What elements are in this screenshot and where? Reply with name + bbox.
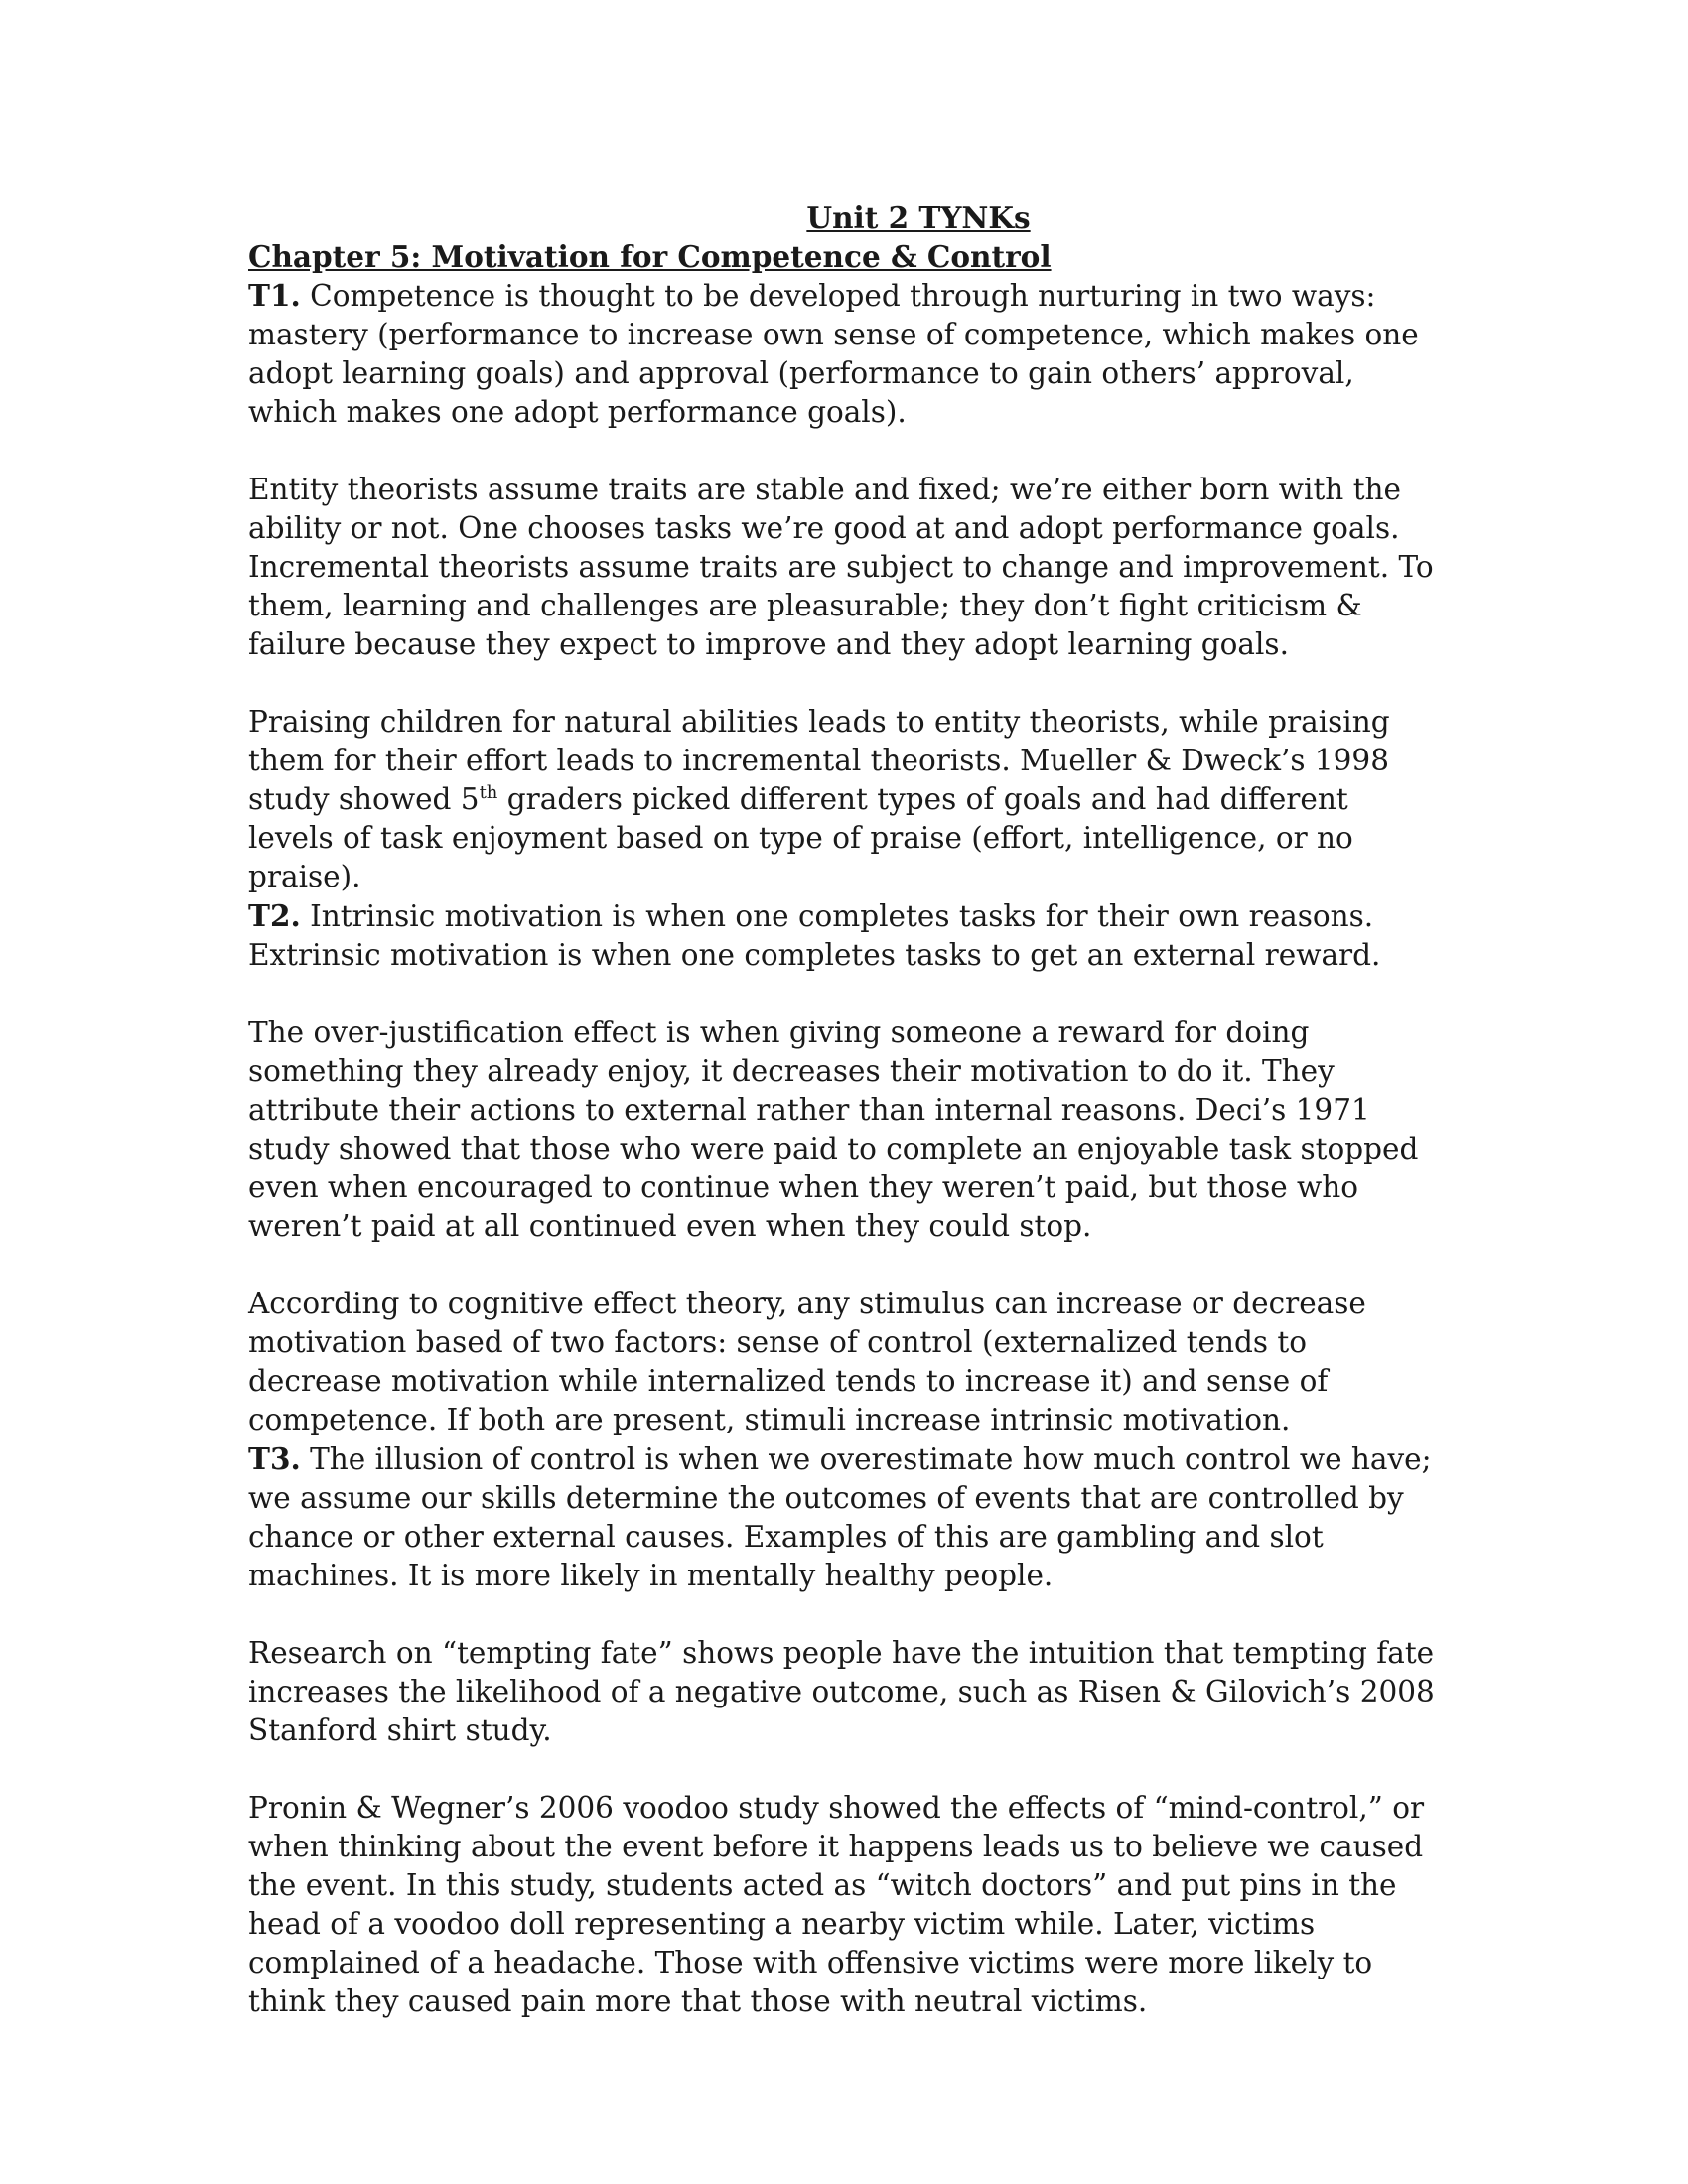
t3-paragraph-2: Research on “tempting fate” shows people have the intuition that tempting fate increases the likelihood of a negative outcome, such as Risen & Gilovich’s 2008 Stanford shirt study. <box>248 1636 1435 1747</box>
document-page <box>248 199 1440 2021</box>
page-title: Unit 2 TYNKs <box>806 201 1031 235</box>
t2-text-1: Intrinsic motivation is when one completes tasks for their own reasons. Extrinsic motivation is when one completes tasks to get an external reward. <box>248 899 1381 972</box>
t1-paragraph-2: Entity theorists assume traits are stable and fixed; we’re either born with the ability or not. One chooses tasks we’re good at and adopt performance goals. Incremental theorists assume traits are subject to change and improvement. To them, learning and challenges are pleasurable; they don’t fight criticism & failure because they expect to improve and they adopt learning goals. <box>248 473 1434 661</box>
chapter-heading: Chapter 5: Motivation for Competence & Control <box>248 239 1052 274</box>
t1-paragraph-3 <box>248 703 1440 896</box>
t1-text-3b: graders picked different types of goals and had different levels of task enjoyment based on type of praise (effort, intelligence, or no praise). <box>248 782 1353 893</box>
t1-text-1: Competence is thought to be developed through nurturing in two ways: mastery (performance to increase own sense of competence, which makes one adopt learning goals) and approval (performance to gain others’ approval, which makes one adopt performance goals). <box>248 279 1419 429</box>
t1-paragraph-1 <box>248 276 1440 432</box>
t1-text-3a: Praising children for natural abilities leads to entity theorists, while praising them for their effort leads to incremental theorists. Mueller & Dweck’s 1998 study showed 5 <box>248 705 1390 816</box>
t3-text-1: The illusion of control is when we overestimate how much control we have; we assume our skills determine the outcomes of events that are controlled by chance or other external causes. Examples of this are gambling and slot machines. It is more likely in mentally healthy people. <box>248 1442 1432 1592</box>
t2-paragraph-2: The over-justification effect is when giving someone a reward for doing something they already enjoy, it decreases their motivation to do it. They attribute their actions to external rather than internal reasons. Deci’s 1971 study showed that those who were paid to complete an enjoyable task stopped even when encouraged to continue when they weren’t paid, but those who weren’t paid at all continued even when they could stop. <box>248 1016 1419 1243</box>
t2-label: T2. <box>248 898 301 933</box>
t3-paragraph-1 <box>248 1439 1440 1595</box>
t2-paragraph-3: According to cognitive effect theory, any stimulus can increase or decrease motivation based of two factors: sense of control (externalized tends to decrease motivation while internalized tends to increase it) and sense of competence. If both are present, stimuli increase intrinsic motivation. <box>248 1287 1366 1436</box>
t1-superscript: th <box>479 782 498 804</box>
t3-paragraph-3: Pronin & Wegner’s 2006 voodoo study showed the effects of “mind-control,” or when thinking about the event before it happens leads us to believe we caused the event. In this study, students acted as “witch doctors” and put pins in the head of a voodoo doll representing a nearby victim while. Later, victims complained of a headache. Those with offensive victims were more likely to think they caused pain more that those with neutral victims. <box>248 1791 1425 2018</box>
t3-label: T3. <box>248 1441 301 1476</box>
t1-label: T1. <box>248 278 301 313</box>
t2-paragraph-1 <box>248 896 1440 975</box>
